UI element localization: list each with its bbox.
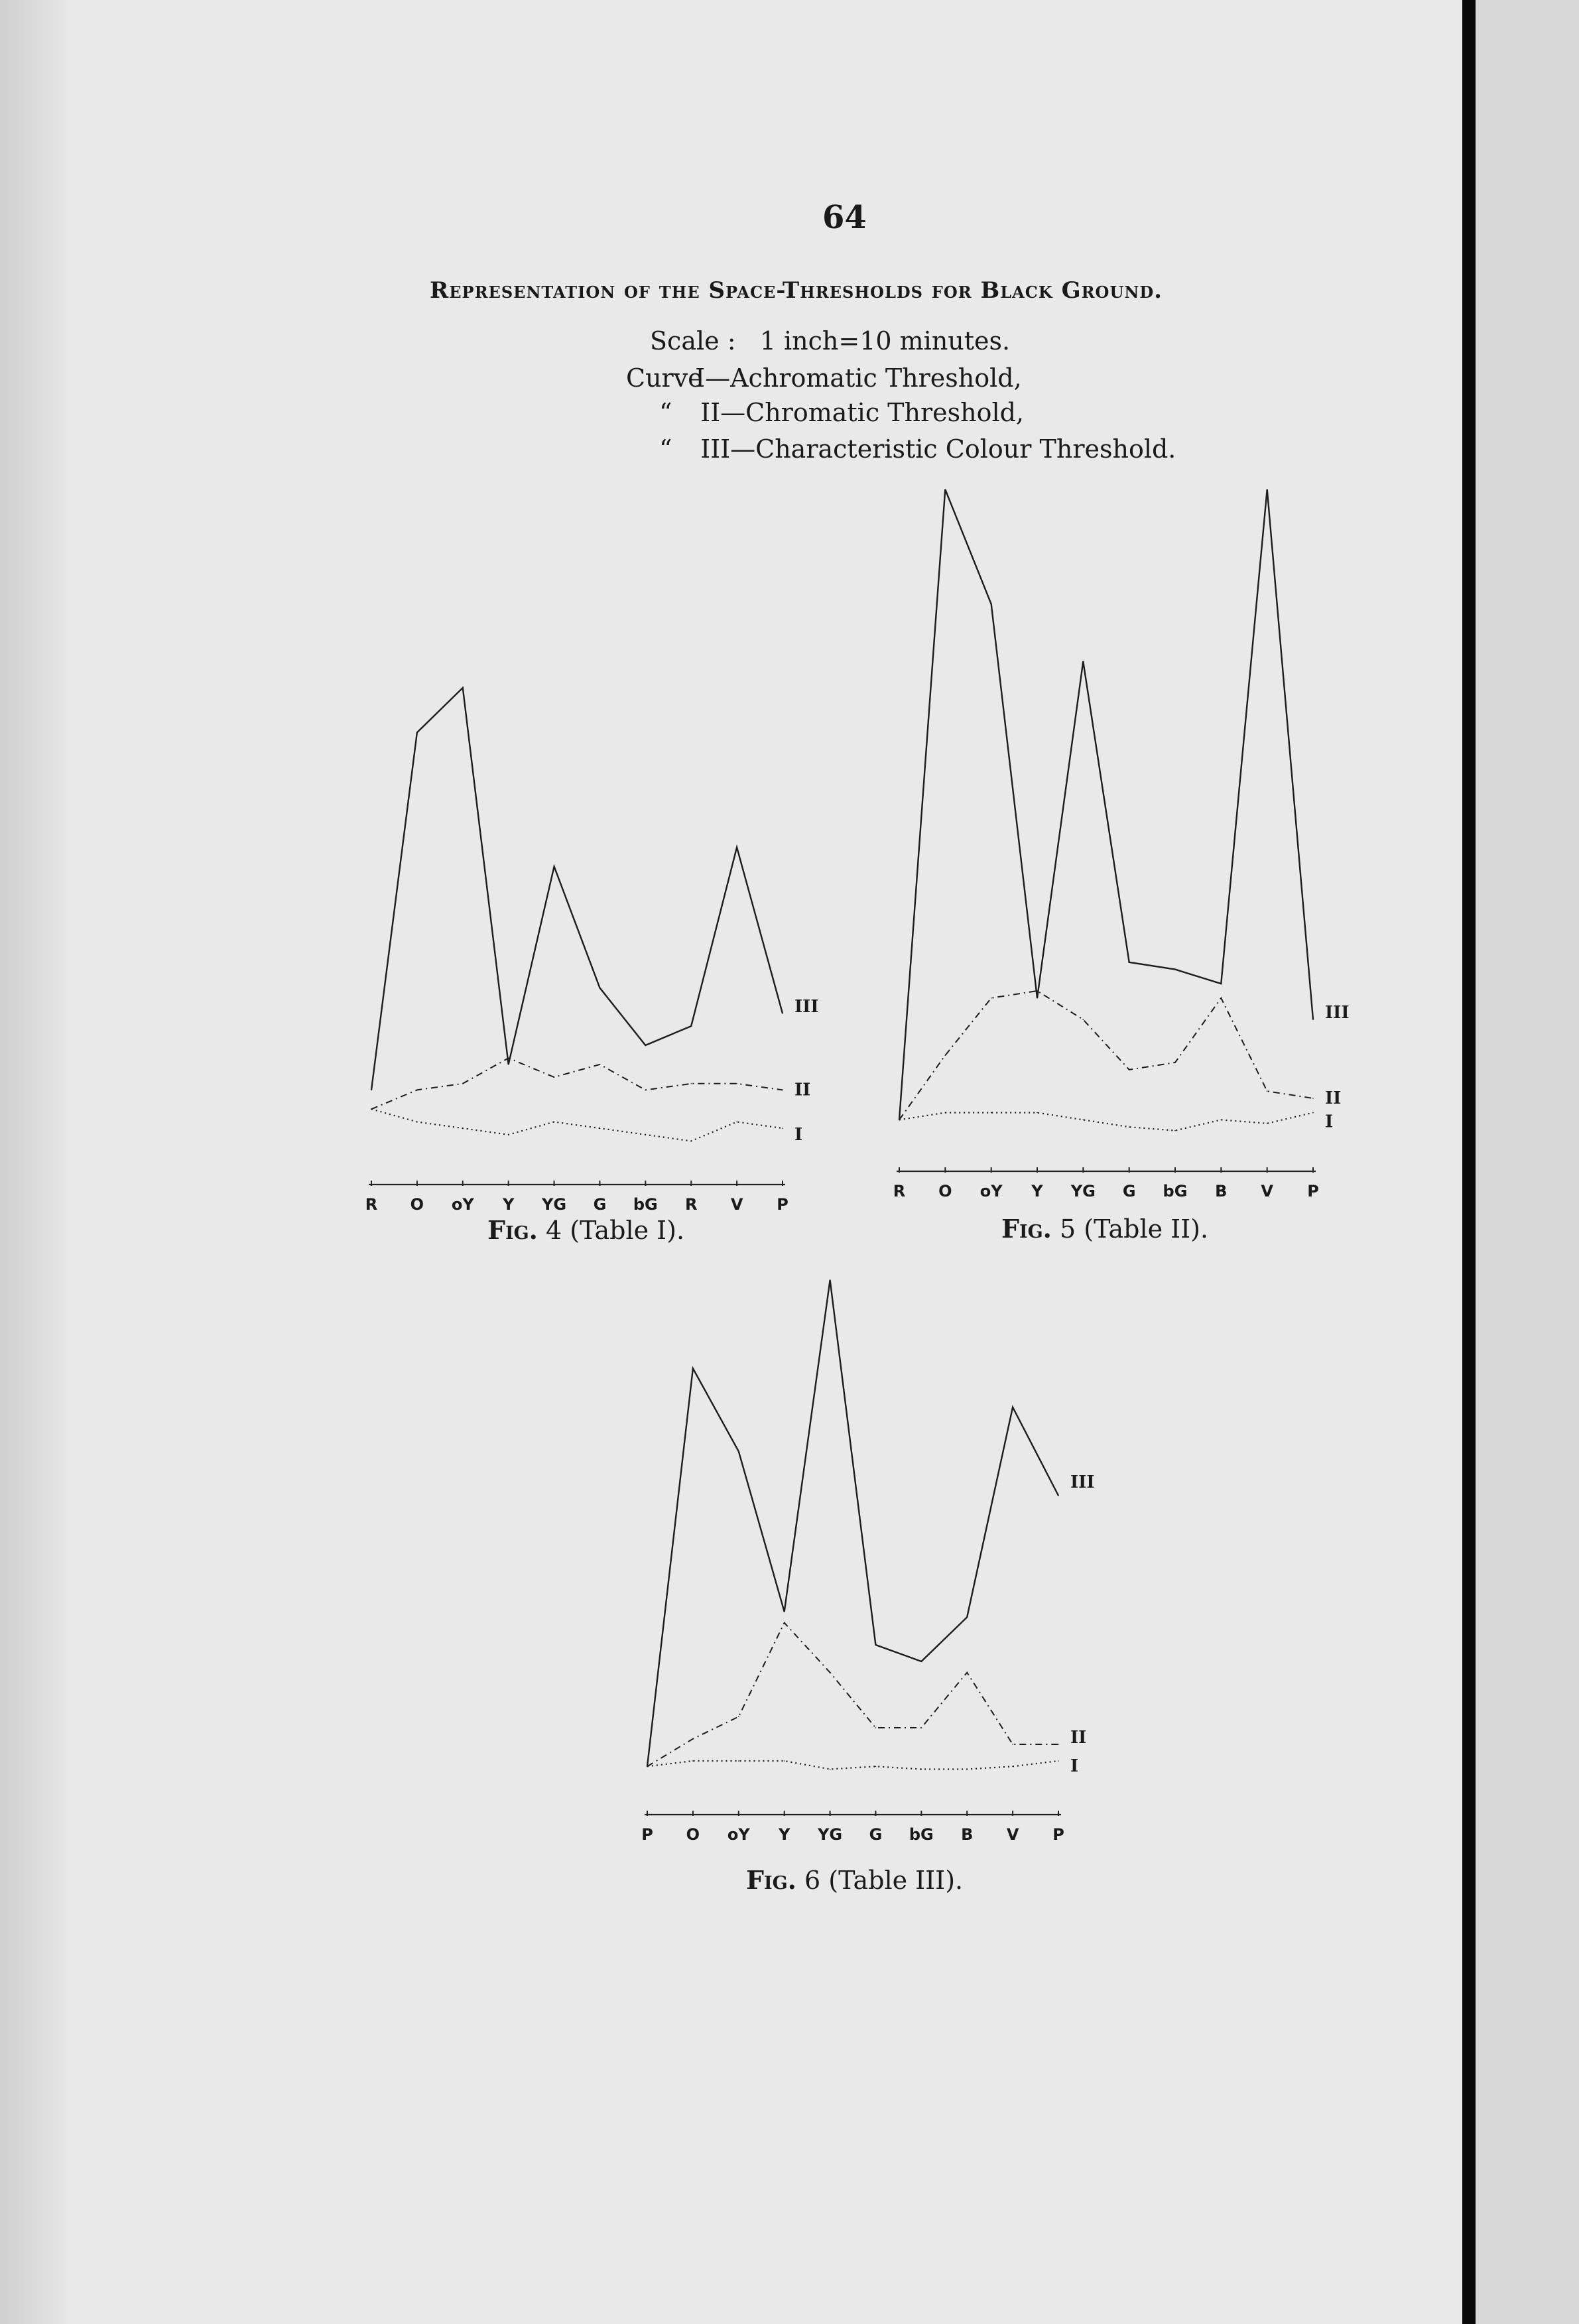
x-tick-label: bG bbox=[633, 1195, 658, 1214]
x-tick-label: Y bbox=[778, 1825, 790, 1844]
series-line-II bbox=[371, 1058, 783, 1109]
data-point bbox=[554, 1076, 555, 1078]
data-point bbox=[692, 1738, 694, 1740]
figure-label: Fig. bbox=[746, 1865, 796, 1895]
x-tick-label: V bbox=[1006, 1825, 1019, 1844]
x-tick-label: YG bbox=[542, 1195, 567, 1214]
data-point bbox=[692, 1760, 694, 1762]
data-point bbox=[1058, 1744, 1059, 1745]
figure-6-chart bbox=[630, 1260, 1107, 1857]
data-point bbox=[784, 1622, 785, 1624]
data-point bbox=[738, 1451, 739, 1452]
series-line-III bbox=[371, 688, 783, 1090]
data-point bbox=[782, 1090, 783, 1091]
figure-label: Fig. bbox=[1001, 1214, 1052, 1244]
x-tick-label: Y bbox=[1031, 1182, 1043, 1200]
data-point bbox=[784, 1611, 785, 1612]
data-point bbox=[945, 1055, 946, 1056]
figure-6-caption bbox=[746, 1865, 963, 1895]
figure-4-caption bbox=[487, 1215, 684, 1245]
data-point bbox=[692, 1368, 694, 1370]
data-point bbox=[830, 1672, 831, 1673]
x-tick-label: B bbox=[1215, 1182, 1228, 1200]
data-point bbox=[1058, 1495, 1059, 1496]
data-point bbox=[600, 1128, 601, 1129]
figure-caption-text: 4 (Table I). bbox=[537, 1216, 685, 1245]
x-tick-label: O bbox=[410, 1195, 424, 1214]
series-line-II bbox=[899, 991, 1313, 1120]
figure-5-chart bbox=[882, 464, 1359, 1200]
series-line-III bbox=[899, 489, 1313, 1120]
series-label: III bbox=[1070, 1472, 1095, 1492]
data-point bbox=[690, 1083, 692, 1084]
series-line-I bbox=[647, 1761, 1058, 1770]
data-point bbox=[1221, 1120, 1222, 1121]
data-point bbox=[736, 1122, 737, 1123]
data-point bbox=[554, 1122, 555, 1123]
data-point bbox=[966, 1672, 968, 1673]
data-point bbox=[416, 1090, 418, 1091]
data-point bbox=[600, 988, 601, 989]
x-tick-label: bG bbox=[1163, 1182, 1188, 1200]
curve-legend-prefix: “ bbox=[659, 398, 672, 427]
data-point bbox=[738, 1716, 739, 1718]
x-tick-label: V bbox=[1261, 1182, 1273, 1200]
x-tick-label: oY bbox=[979, 1182, 1003, 1200]
data-point bbox=[991, 998, 992, 999]
curve-legend-2 bbox=[659, 398, 1024, 427]
x-tick-label: P bbox=[1052, 1825, 1064, 1844]
series-label: II bbox=[794, 1080, 811, 1100]
data-point bbox=[647, 1766, 648, 1768]
figure-caption-text: 5 (Table II). bbox=[1051, 1214, 1209, 1244]
x-tick-label: R bbox=[684, 1195, 698, 1214]
data-point bbox=[1037, 1112, 1038, 1114]
data-point bbox=[784, 1760, 785, 1762]
data-point bbox=[991, 1112, 992, 1114]
x-tick-label: YG bbox=[818, 1825, 843, 1844]
x-tick-label: bG bbox=[909, 1825, 934, 1844]
x-tick-label: oY bbox=[451, 1195, 474, 1214]
data-point bbox=[945, 489, 946, 490]
data-point bbox=[875, 1727, 877, 1728]
binding-edge bbox=[0, 0, 66, 2324]
x-tick-label: P bbox=[777, 1195, 789, 1214]
data-point bbox=[1174, 1062, 1176, 1063]
data-point bbox=[875, 1766, 877, 1768]
data-point bbox=[1221, 983, 1222, 984]
data-point bbox=[508, 1134, 509, 1135]
data-point bbox=[1174, 969, 1176, 970]
data-point bbox=[690, 1025, 692, 1027]
data-point bbox=[1174, 1130, 1176, 1131]
series-line-II bbox=[647, 1623, 1058, 1767]
figure-5-caption bbox=[1001, 1214, 1208, 1244]
x-tick-label: P bbox=[641, 1825, 653, 1844]
page-edge-shadow bbox=[1462, 0, 1476, 2324]
data-point bbox=[830, 1279, 831, 1281]
x-tick-label: V bbox=[730, 1195, 743, 1214]
data-point bbox=[736, 1083, 737, 1084]
data-point bbox=[1267, 1090, 1268, 1092]
data-point bbox=[830, 1769, 831, 1770]
page-number: 64 bbox=[822, 199, 867, 236]
x-tick-label: O bbox=[938, 1182, 952, 1200]
data-point bbox=[782, 1128, 783, 1129]
data-point bbox=[600, 1064, 601, 1065]
series-label: II bbox=[1325, 1088, 1342, 1108]
x-tick-label: Y bbox=[502, 1195, 515, 1214]
data-point bbox=[416, 1122, 418, 1123]
data-point bbox=[966, 1617, 968, 1618]
data-point bbox=[1058, 1760, 1059, 1762]
data-point bbox=[1221, 998, 1222, 999]
curve-legend-text: I—Achromatic Threshold, bbox=[695, 363, 1022, 393]
x-tick-label: G bbox=[593, 1195, 607, 1214]
data-point bbox=[921, 1769, 922, 1770]
series-label: I bbox=[1325, 1112, 1334, 1132]
data-point bbox=[508, 1057, 509, 1059]
data-point bbox=[1312, 1112, 1314, 1114]
data-point bbox=[1012, 1407, 1013, 1408]
curve-legend-text: III—Characteristic Colour Threshold. bbox=[700, 434, 1176, 464]
scale-note: Scale : 1 inch=10 minutes. bbox=[650, 326, 1011, 355]
figure-label: Fig. bbox=[487, 1215, 538, 1245]
curve-legend-text: II—Chromatic Threshold, bbox=[700, 398, 1025, 427]
x-tick-label: B bbox=[961, 1825, 974, 1844]
x-tick-label: G bbox=[1122, 1182, 1136, 1200]
data-point bbox=[416, 732, 418, 734]
x-tick-label: R bbox=[365, 1195, 378, 1214]
data-point bbox=[645, 1134, 647, 1135]
series-label: III bbox=[1325, 1003, 1350, 1023]
data-point bbox=[921, 1727, 922, 1728]
series-line-I bbox=[899, 1113, 1313, 1131]
data-point bbox=[991, 604, 992, 605]
data-point bbox=[1083, 1019, 1084, 1020]
data-point bbox=[1129, 1126, 1130, 1128]
data-point bbox=[1129, 962, 1130, 963]
series-label: III bbox=[794, 996, 819, 1017]
data-point bbox=[1129, 1069, 1130, 1070]
data-point bbox=[462, 1083, 464, 1084]
series-label: I bbox=[1070, 1756, 1079, 1776]
data-point bbox=[1083, 661, 1084, 662]
data-point bbox=[945, 1112, 946, 1114]
data-point bbox=[736, 847, 737, 848]
series-line-III bbox=[647, 1280, 1058, 1766]
data-point bbox=[1037, 998, 1038, 999]
data-point bbox=[875, 1644, 877, 1646]
x-tick-label: YG bbox=[1070, 1182, 1096, 1200]
data-point bbox=[1312, 1098, 1314, 1099]
data-point bbox=[782, 1013, 783, 1014]
series-label: II bbox=[1070, 1728, 1087, 1748]
adjacent-page-edge bbox=[1476, 0, 1579, 2324]
x-tick-label: O bbox=[686, 1825, 700, 1844]
page-title: Representation of the Space-Thresholds for Black Ground. bbox=[430, 277, 1163, 304]
data-point bbox=[462, 1128, 464, 1129]
x-tick-label: P bbox=[1307, 1182, 1319, 1200]
data-point bbox=[1083, 1120, 1084, 1121]
data-point bbox=[1267, 489, 1268, 490]
data-point bbox=[899, 1120, 900, 1121]
data-point bbox=[645, 1090, 647, 1091]
data-point bbox=[690, 1141, 692, 1142]
data-point bbox=[462, 687, 464, 688]
data-point bbox=[1267, 1123, 1268, 1124]
x-tick-label: R bbox=[893, 1182, 906, 1200]
data-point bbox=[1312, 1019, 1314, 1020]
data-point bbox=[966, 1769, 968, 1770]
data-point bbox=[738, 1760, 739, 1762]
data-point bbox=[645, 1045, 647, 1046]
data-point bbox=[371, 1090, 372, 1091]
data-point bbox=[508, 1064, 509, 1065]
data-point bbox=[1012, 1744, 1013, 1745]
data-point bbox=[1012, 1766, 1013, 1768]
data-point bbox=[1037, 990, 1038, 992]
figure-caption-text: 6 (Table III). bbox=[796, 1866, 964, 1895]
curve-legend-prefix: Curve bbox=[626, 363, 703, 393]
data-point bbox=[554, 866, 555, 868]
curve-legend-prefix: “ bbox=[659, 434, 672, 464]
curve-legend-1 bbox=[626, 363, 1022, 393]
series-label: I bbox=[794, 1125, 803, 1145]
series-line-I bbox=[371, 1109, 783, 1141]
x-tick-label: G bbox=[869, 1825, 883, 1844]
x-tick-label: oY bbox=[727, 1825, 750, 1844]
data-point bbox=[921, 1661, 922, 1662]
data-point bbox=[371, 1108, 372, 1110]
figure-4-chart bbox=[358, 597, 836, 1214]
curve-legend-3 bbox=[659, 434, 1176, 464]
